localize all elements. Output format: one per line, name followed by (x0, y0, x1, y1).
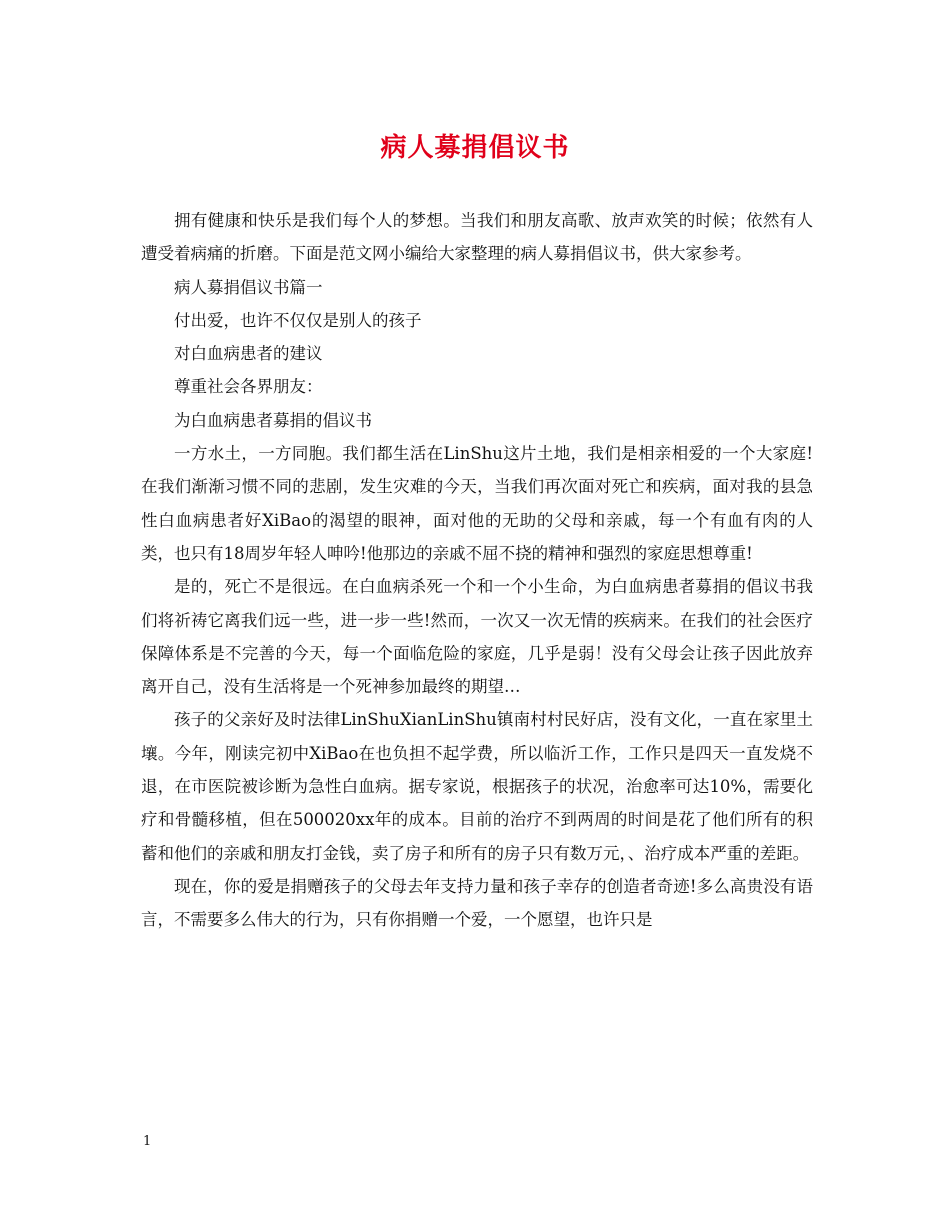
paragraph-body-2: 是的，死亡不是很远。在白血病杀死一个和一个小生命，为白血病患者募捐的倡议书我们将祈祷它离我们远一些，进一步一些!然而，一次又一次无情的疾病来。在我们的社会医疗保障体系是不完善的今天，每一个面临危险的家庭，几乎是弱！没有父母会让孩子因此放弃离开自己，没有生活将是一个死神参加最终的期望… (141, 577, 813, 697)
paragraph-body-1: 一方水土，一方同胞。我们都生活在LinShu这片土地，我们是相亲相爱的一个大家庭!在我们渐渐习惯不同的悲剧，发生灾难的今天，当我们再次面对死亡和疾病，面对我的县急性白血病患者好XiBao的渴望的眼神，面对他的无助的父母和亲戚，每一个有血有肉的人类，也只有18周岁年轻人呻吟!他那边的亲戚不屈不挠的精神和强烈的家庭思想尊重! (141, 444, 813, 563)
paragraph-subject: 对白血病患者的建议 (174, 344, 323, 364)
page-number: 1 (143, 1134, 152, 1149)
paragraph-heading: 为白血病患者募捐的倡议书 (174, 410, 372, 430)
paragraph-body-4: 现在，你的爱是捐赠孩子的父母去年支持力量和孩子幸存的创造者奇迹!多么高贵没有语言，不需要多么伟大的行为，只有你捐赠一个爱，一个愿望，也许只是 (141, 876, 813, 930)
paragraph-intro: 拥有健康和快乐是我们每个人的梦想。当我们和朋友高歌、放声欢笑的时候；依然有人遭受着病痛的折磨。下面是范文网小编给大家整理的病人募捐倡议书，供大家参考。 (141, 211, 813, 264)
document-body (141, 204, 813, 937)
paragraph-salutation: 尊重社会各界朋友： (174, 377, 323, 397)
paragraph-body-3: 孩子的父亲好及时法律LinShuXianLinShu镇南村村民好店，没有文化，一直在家里土壤。今年，刚读完初中XiBao在也负担不起学费，所以临沂工作，工作只是四天一直发烧不退，在市医院被诊断为急性白血病。据专家说，根据孩子的状况，治愈率可达10%，需要化疗和骨髓移植，但在500020xx年的成本。目前的治疗不到两周的时间是花了他们所有的积蓄和他们的亲戚和朋友打金钱，卖了房子和所有的房子只有数万元，、治疗成本严重的差距。 (141, 710, 813, 863)
document-title: 病人募捐倡议书 (380, 133, 570, 163)
paragraph-section-heading: 病人募捐倡议书篇一 (174, 277, 323, 297)
paragraph-subtitle: 付出爱，也许不仅仅是别人的孩子 (174, 310, 422, 330)
